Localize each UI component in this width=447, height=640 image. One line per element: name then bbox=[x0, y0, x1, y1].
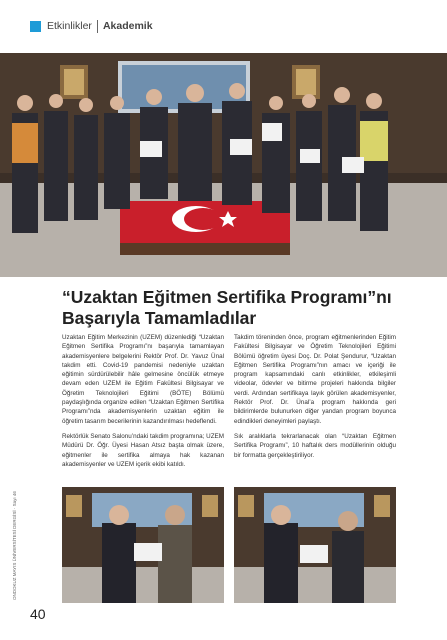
ceremony-group-photo bbox=[0, 53, 447, 277]
article-column-right bbox=[234, 333, 396, 466]
paragraph: Sık aralıklarla tekrarlanacak olan “Uzaktan Eğitmen Sertifika Programı”, 10 haftalık ders modüllerinin olduğu bir formatta gerçekleştiriliyor. bbox=[234, 432, 396, 459]
article-title-line-1: “Uzaktan Eğitmen Sertifika Programı”nı bbox=[62, 287, 392, 307]
section-header bbox=[30, 18, 153, 34]
magazine-label-text: ONDOKUZ MAYIS ÜNİVERSİTESİ DERGİSİ · Sayı 46 bbox=[12, 491, 17, 600]
paragraph: Takdim töreninden önce, program eğitmenlerinden Eğitim Fakültesi Bilgisayar ve Öğretim Teknolojileri Eğitimi Bölümü öğretim üyesi Doç. Dr. Polat Şendurur, “Uzaktan Eğitmen Sertifika Programı”nın amacı ve içeriği ile program kapsamındaki canlı etkinlikler, etkileşimli videolar, ödevler ve bitirme projeleri hakkında bilgiler verdi. Ardından sertifikaya layık görülen akademisyenler, Rektör Prof. Dr. Ünal’a program hakkında geri bildirimlerde bulunurken diğer yandan program boyunca edindikleri deneyimleri paylaştı. bbox=[234, 334, 396, 425]
paragraph: Uzaktan Eğitim Merkezinin (UZEM) düzenlediği “Uzaktan Eğitmen Sertifika Programı”nı başarıyla tamamlayan akademisyenlere belgelerini Rektör Prof. Dr. Yavuz Ünal takdim etti. Covid-19 pandemisi nedeniyle uzaktan eğitimin sürdürülebilir hâle gelmesine öncülük etmeye devam eden UZEM ile Eğitim Fakültesi Bilgisayar ve Öğretim Teknolojileri Eğitimi (BÖTE) Bölümü paydaşlığında organize edilen “Uzaktan Eğitmen Sertifika Programı”nda akademisyenlerin uzaktan eğitim ile öğretim tasarım becerilerinin kazandırılması hedeflendi. bbox=[62, 334, 224, 425]
magazine-side-label bbox=[12, 491, 22, 600]
section-square-icon bbox=[30, 21, 41, 32]
certificate-handover-photo-left bbox=[62, 487, 224, 603]
article-title bbox=[62, 287, 402, 329]
header-divider bbox=[97, 20, 98, 33]
certificate-handover-photo-right bbox=[234, 487, 396, 603]
article-title-line-2: Başarıyla Tamamladılar bbox=[62, 308, 257, 328]
section-label: Etkinlikler bbox=[47, 20, 92, 32]
paragraph: Rektörlük Senato Salonu’ndaki takdim programına; UZEM Müdürü Dr. Öğr. Üyesi Hasan Atsız başta olmak üzere, eğitmenler ile sertifika almaya hak kazanan akademisyenler ve UZEM içerik ekibi katıldı. bbox=[62, 432, 224, 468]
page-number: 40 bbox=[30, 606, 46, 622]
subsection-label: Akademik bbox=[102, 20, 153, 32]
article-column-left bbox=[62, 333, 224, 475]
